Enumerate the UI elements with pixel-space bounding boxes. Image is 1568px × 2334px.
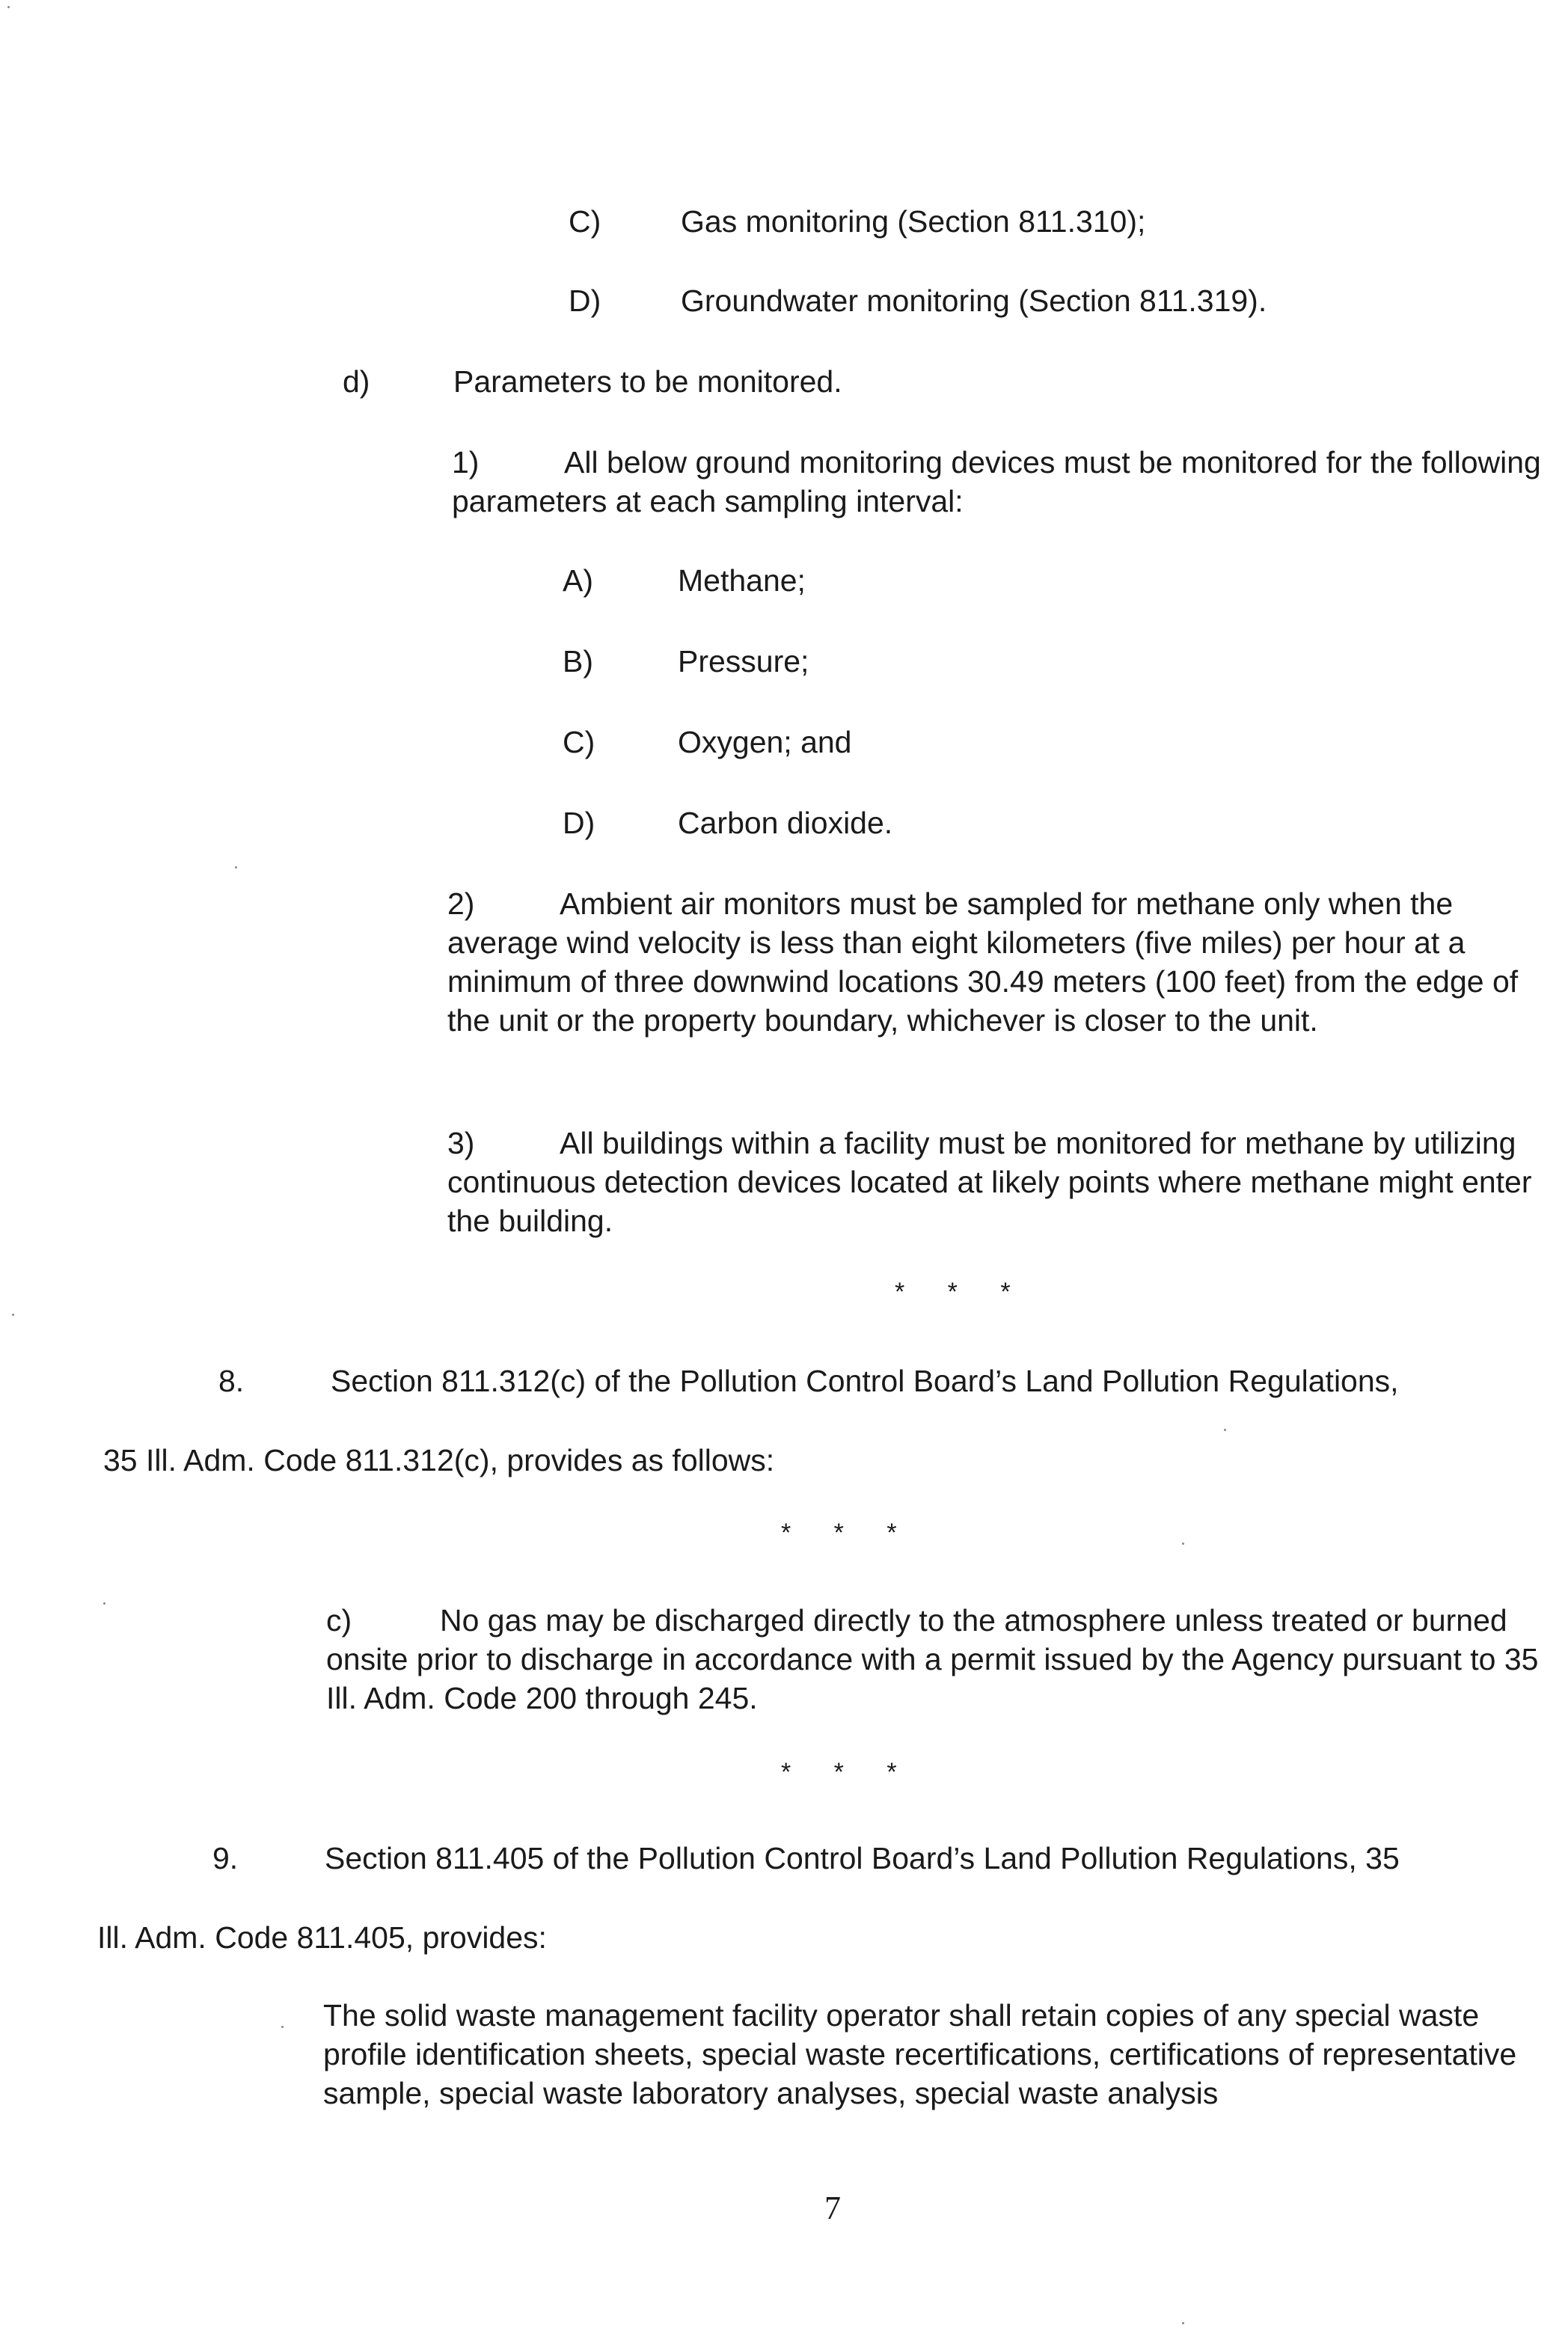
- subitem-text-carbon-dioxide: Carbon dioxide.: [678, 806, 893, 840]
- list-label-c: C): [569, 204, 601, 239]
- subitem-label-b: B): [563, 644, 593, 679]
- section-break-stars: * * *: [781, 1519, 915, 1547]
- subsection-heading: Parameters to be monitored.: [453, 364, 842, 399]
- scan-speck: [1224, 1429, 1226, 1431]
- subitem-label-d: D): [563, 806, 595, 840]
- item-1-text: All below ground monitoring devices must be monitored for the following parameters at each sampling interval:: [452, 445, 1541, 518]
- scan-speck: [1182, 2322, 1184, 2324]
- item-2-label: 2): [447, 886, 475, 921]
- scan-speck: [103, 1602, 105, 1605]
- scan-speck: [1182, 1543, 1184, 1545]
- item-1-paragraph: [452, 443, 1544, 521]
- item-3-label: 3): [447, 1126, 475, 1160]
- section-break-stars: * * *: [895, 1278, 1029, 1306]
- item-2-text: Ambient air monitors must be sampled for methane only when the average wind velocity is less than eight kilometers (five miles) per hour at a minimum of three downwind locations 30.49 meters (100 feet) from the edge of the unit or the property boundary, whichever is closer to the unit.: [447, 886, 1519, 1038]
- scan-speck: [7, 6, 10, 8]
- paragraph-9-line-1: Section 811.405 of the Pollution Control Board’s Land Pollution Regulations, 35: [325, 1841, 1400, 1875]
- paragraph-8-number: 8.: [218, 1364, 245, 1398]
- subitem-text-methane: Methane;: [678, 563, 806, 598]
- subitem-text-pressure: Pressure;: [678, 644, 809, 679]
- list-label-d: D): [569, 284, 601, 318]
- quoted-regulation-c: [326, 1601, 1553, 1718]
- paragraph-8-line-2: 35 Ill. Adm. Code 811.312(c), provides as follows:: [103, 1443, 775, 1477]
- quote-c-text: No gas may be discharged directly to the atmosphere unless treated or burned onsite prior to discharge in accordance with a permit issued by the Agency pursuant to 35 Ill. Adm. Code 200 through 245.: [326, 1603, 1539, 1715]
- subitem-label-a: A): [563, 563, 593, 598]
- scan-speck: [12, 1314, 14, 1316]
- item-1-label: 1): [452, 445, 480, 480]
- subitem-text-oxygen: Oxygen; and: [678, 725, 852, 759]
- list-text-gas-monitoring: Gas monitoring (Section 811.310);: [681, 204, 1146, 239]
- paragraph-8-line-1: Section 811.312(c) of the Pollution Control Board’s Land Pollution Regulations,: [331, 1364, 1399, 1398]
- item-2-paragraph: [447, 884, 1562, 1040]
- paragraph-9-line-2: Ill. Adm. Code 811.405, provides:: [97, 1920, 547, 1955]
- scan-speck: [281, 2026, 284, 2028]
- section-break-stars: * * *: [781, 1758, 915, 1786]
- subitem-label-c: C): [563, 725, 595, 759]
- item-3-text: All buildings within a facility must be monitored for methane by utilizing continuous detection devices located at likely points where methane might enter the building.: [447, 1126, 1532, 1238]
- scan-speck: [235, 866, 237, 869]
- list-text-groundwater-monitoring: Groundwater monitoring (Section 811.319).: [681, 284, 1267, 318]
- quoted-regulation-811-405: The solid waste management facility operator shall retain copies of any special waste profile identification sheets, special waste recertifications, certifications of representative sample, special waste laboratory analyses, special waste analysis: [323, 1998, 1517, 2110]
- subsection-label-d: d): [343, 364, 370, 399]
- quote-c-label: c): [326, 1603, 352, 1638]
- paragraph-9-number: 9.: [212, 1841, 239, 1875]
- item-3-paragraph: [447, 1124, 1540, 1240]
- page-number: 7: [824, 2190, 841, 2226]
